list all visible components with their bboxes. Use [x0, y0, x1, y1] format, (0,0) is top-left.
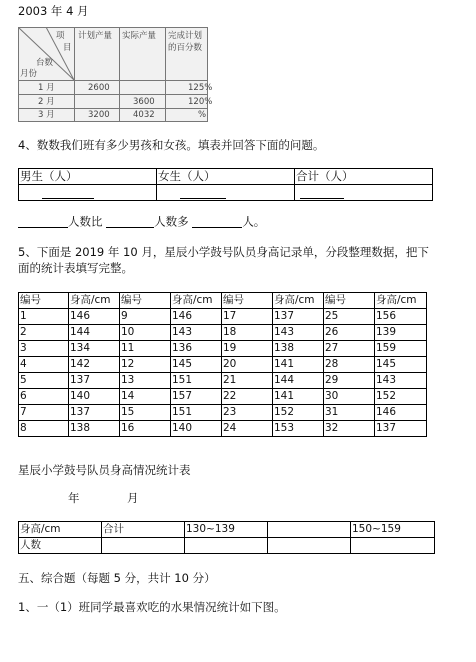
member-id-cell: 24 — [222, 421, 273, 437]
height-table-header-cell: 编号 — [120, 293, 171, 309]
blank-1[interactable] — [18, 216, 68, 228]
height-value-cell: 143 — [171, 325, 222, 341]
height-record-table — [18, 292, 427, 437]
q4-text: 4、数数我们班有多少男孩和女孩。填表并回答下面的问题。 — [18, 138, 325, 152]
answer-part-3: 人。 — [242, 214, 266, 229]
stat-row-count-label: 人数 — [19, 538, 102, 554]
header-percent-2: 的百分数 — [168, 43, 203, 53]
height-value-cell: 142 — [69, 357, 120, 373]
q4-answer-line — [18, 216, 265, 228]
row3-actual: 4032 — [133, 110, 155, 120]
stat-table-title: 星辰小学鼓号队员身高情况统计表 — [18, 463, 191, 477]
height-value-cell: 151 — [171, 405, 222, 421]
answer-part-2: 人数多 — [154, 214, 189, 229]
member-id-cell: 18 — [222, 325, 273, 341]
height-table-header-cell: 身高/cm — [273, 293, 324, 309]
member-id-cell: 6 — [19, 389, 69, 405]
height-table-header-cell: 编号 — [324, 293, 375, 309]
q4-header-boys: 男生（人） — [19, 169, 157, 185]
member-id-cell: 9 — [120, 309, 171, 325]
section5-q1: 1、一（1）班同学最喜欢吃的水果情况统计如下图。 — [18, 600, 286, 614]
height-value-cell: 144 — [69, 325, 120, 341]
height-table-header-cell: 编号 — [222, 293, 273, 309]
height-value-cell: 136 — [171, 341, 222, 357]
row3-month: 3 月 — [38, 110, 55, 120]
height-value-cell: 156 — [375, 309, 427, 325]
q4-header-total: 合计（人） — [295, 169, 433, 185]
height-table-row — [19, 309, 427, 325]
height-value-cell: 143 — [273, 325, 324, 341]
height-table-header-cell: 身高/cm — [69, 293, 120, 309]
height-value-cell: 138 — [273, 341, 324, 357]
member-id-cell: 12 — [120, 357, 171, 373]
member-id-cell: 26 — [324, 325, 375, 341]
member-id-cell: 17 — [222, 309, 273, 325]
height-value-cell: 134 — [69, 341, 120, 357]
production-table — [18, 27, 213, 122]
height-value-cell: 137 — [375, 421, 427, 437]
stat-header-range-130: 130~139 — [185, 522, 268, 538]
height-value-cell: 138 — [69, 421, 120, 437]
height-value-cell: 157 — [171, 389, 222, 405]
height-value-cell: 140 — [69, 389, 120, 405]
header-actual: 实际产量 — [122, 31, 157, 41]
blank-2[interactable] — [106, 216, 154, 228]
member-id-cell: 4 — [19, 357, 69, 373]
member-id-cell: 32 — [324, 421, 375, 437]
height-table-row — [19, 357, 427, 373]
answer-part-1: 人数比 — [68, 214, 103, 229]
member-id-cell: 3 — [19, 341, 69, 357]
stat-count-130[interactable] — [185, 538, 268, 554]
section5-title: 五、综合题（每题 5 分，共计 10 分） — [18, 571, 216, 585]
height-value-cell: 143 — [375, 373, 427, 389]
height-value-cell: 151 — [171, 373, 222, 389]
stat-count-140[interactable] — [268, 538, 351, 554]
height-value-cell: 137 — [69, 405, 120, 421]
q4-header-girls: 女生（人） — [157, 169, 295, 185]
member-id-cell: 13 — [120, 373, 171, 389]
height-table-header-cell: 身高/cm — [171, 293, 222, 309]
header-item-2: 目 — [63, 43, 72, 53]
height-table-row — [19, 341, 427, 357]
height-table-row — [19, 421, 427, 437]
year-label: 年 — [68, 491, 80, 505]
height-table-header-row — [19, 293, 427, 309]
blank-3[interactable] — [192, 216, 242, 228]
header-planned: 计划产量 — [78, 31, 113, 41]
q4-boys-input[interactable] — [19, 185, 157, 201]
member-id-cell: 10 — [120, 325, 171, 341]
stat-header-range-150: 150~159 — [351, 522, 435, 538]
member-id-cell: 11 — [120, 341, 171, 357]
row3-planned: 3200 — [88, 110, 110, 120]
height-table-row — [19, 373, 427, 389]
height-value-cell: 159 — [375, 341, 427, 357]
header-count: 台数 — [36, 58, 54, 68]
header-date: 2003 年 4 月 — [18, 4, 89, 18]
height-value-cell: 152 — [375, 389, 427, 405]
member-id-cell: 28 — [324, 357, 375, 373]
q4-total-input[interactable] — [295, 185, 433, 201]
row1-percent: 125% — [188, 83, 213, 93]
stat-header-height: 身高/cm — [19, 522, 102, 538]
row2-percent: 120% — [188, 97, 213, 107]
height-value-cell: 146 — [375, 405, 427, 421]
height-value-cell: 137 — [273, 309, 324, 325]
member-id-cell: 21 — [222, 373, 273, 389]
member-id-cell: 15 — [120, 405, 171, 421]
height-value-cell: 145 — [375, 357, 427, 373]
member-id-cell: 16 — [120, 421, 171, 437]
height-stat-table — [18, 521, 435, 554]
height-value-cell: 152 — [273, 405, 324, 421]
row1-planned: 2600 — [88, 83, 110, 93]
height-value-cell: 144 — [273, 373, 324, 389]
height-value-cell: 141 — [273, 389, 324, 405]
header-percent-1: 完成计划 — [168, 31, 203, 41]
stat-header-range-blank[interactable] — [268, 522, 351, 538]
member-id-cell: 1 — [19, 309, 69, 325]
height-table-row — [19, 389, 427, 405]
height-table-header-cell: 编号 — [19, 293, 69, 309]
header-item-1: 项 — [56, 31, 65, 41]
stat-count-150[interactable] — [351, 538, 435, 554]
member-id-cell: 25 — [324, 309, 375, 325]
member-id-cell: 22 — [222, 389, 273, 405]
member-id-cell: 20 — [222, 357, 273, 373]
height-value-cell: 137 — [69, 373, 120, 389]
q4-girls-input[interactable] — [157, 185, 295, 201]
member-id-cell: 19 — [222, 341, 273, 357]
height-value-cell: 146 — [171, 309, 222, 325]
stat-count-total[interactable] — [102, 538, 185, 554]
header-month: 月份 — [20, 69, 38, 79]
height-value-cell: 139 — [375, 325, 427, 341]
row3-percent: % — [198, 110, 207, 120]
q5-text-line1: 5、下面是 2019 年 10 月，星辰小学鼓号队员身高记录单，分段整理数据，把下 — [18, 245, 429, 259]
member-id-cell: 29 — [324, 373, 375, 389]
row2-actual: 3600 — [133, 97, 155, 107]
height-table-header-cell: 身高/cm — [375, 293, 427, 309]
member-id-cell: 5 — [19, 373, 69, 389]
member-id-cell: 27 — [324, 341, 375, 357]
q5-text-line2: 面的统计表填写完整。 — [18, 261, 133, 275]
height-value-cell: 145 — [171, 357, 222, 373]
row2-month: 2 月 — [38, 97, 55, 107]
member-id-cell: 8 — [19, 421, 69, 437]
height-table-row — [19, 325, 427, 341]
height-value-cell: 141 — [273, 357, 324, 373]
height-value-cell: 153 — [273, 421, 324, 437]
height-table-row — [19, 405, 427, 421]
member-id-cell: 31 — [324, 405, 375, 421]
q4-table — [18, 168, 433, 201]
stat-header-total: 合计 — [102, 522, 185, 538]
member-id-cell: 14 — [120, 389, 171, 405]
row1-month: 1 月 — [38, 83, 55, 93]
height-value-cell: 146 — [69, 309, 120, 325]
member-id-cell: 2 — [19, 325, 69, 341]
height-value-cell: 140 — [171, 421, 222, 437]
member-id-cell: 30 — [324, 389, 375, 405]
member-id-cell: 7 — [19, 405, 69, 421]
month-label: 月 — [127, 491, 139, 505]
member-id-cell: 23 — [222, 405, 273, 421]
